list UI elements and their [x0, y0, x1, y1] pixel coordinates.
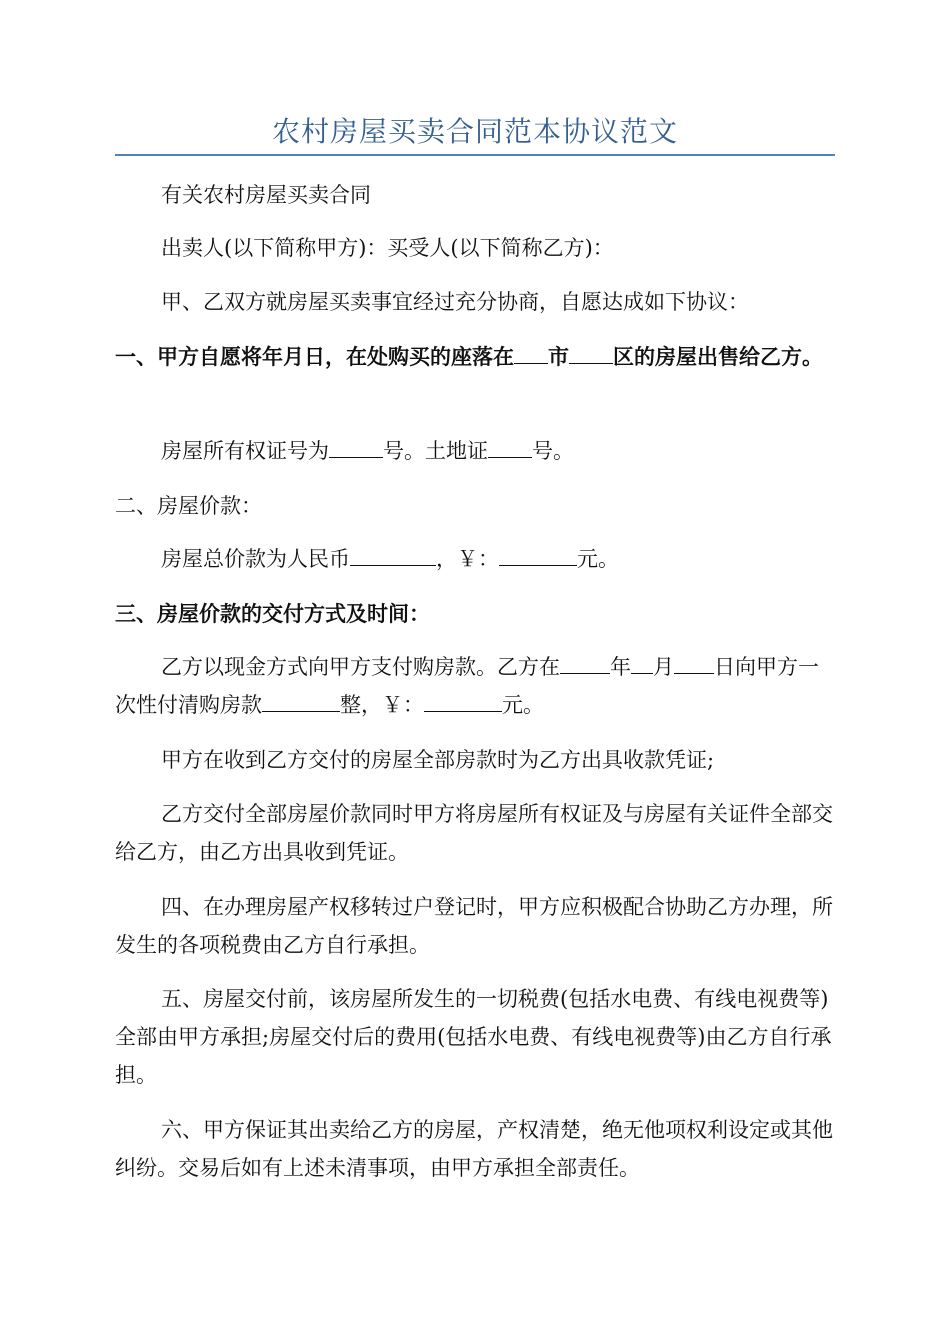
certificates-text-b: 号。土地证	[383, 439, 488, 463]
clause-1-text-c: 区的房屋出售给乙方。	[613, 344, 823, 369]
paragraph-clause-4: 四、在办理房屋产权移转过户登记时，甲方应积极配合协助乙方办理，所发生的各项税费由乙方自行承担。	[115, 895, 833, 957]
blank-payment-words	[262, 690, 340, 712]
paragraph-clause-5: 五、房屋交付前，该房屋所发生的一切税费(包括水电费、有线电视费等)全部由甲方承担;房屋交付后的费用(包括水电费、有线电视费等)由乙方自行承担。	[115, 987, 832, 1087]
paragraph-clause-1	[115, 338, 835, 376]
payment-text-f: 元。	[502, 693, 544, 717]
document-title: 农村房屋买卖合同范本协议范文	[271, 115, 678, 148]
clause-1-text-a: 一、甲方自愿将年月日，在处购买的座落在	[115, 344, 514, 369]
price-text-c: 元。	[577, 547, 619, 571]
blank-land-cert	[488, 436, 532, 458]
paragraph-subtitle: 有关农村房屋买卖合同	[161, 183, 371, 207]
paragraph-parties: 出卖人(以下简称甲方)：买受人(以下简称乙方)：	[161, 236, 614, 260]
blank-day	[674, 652, 714, 674]
title-underline	[115, 154, 835, 156]
blank-district	[569, 342, 613, 364]
paragraph-certificates	[115, 432, 835, 470]
paragraph-receipt: 甲方在收到乙方交付的房屋全部房款时为乙方出具收款凭证;	[161, 748, 715, 772]
blank-price-amount	[499, 544, 577, 566]
blank-city	[514, 342, 548, 364]
blank-year	[560, 652, 610, 674]
blank-price-words	[350, 544, 436, 566]
certificates-text-c: 号。	[532, 439, 574, 463]
payment-text-d: 日向甲方一次性付清购房款	[115, 655, 819, 717]
certificates-text-a: 房屋所有权证号为	[161, 439, 329, 463]
payment-text-c: 月	[653, 655, 674, 679]
paragraph-clause-2: 二、房屋价款：	[115, 494, 262, 518]
payment-text-e: 整，￥：	[340, 693, 424, 717]
paragraph-clause-6: 六、甲方保证其出卖给乙方的房屋，产权清楚，绝无他项权利设定或其他纠纷。交易后如有上述未清事项，由甲方承担全部责任。	[115, 1118, 833, 1180]
paragraph-payment	[115, 648, 835, 724]
price-text-b: ，￥：	[436, 547, 499, 571]
blank-payment-amount	[424, 690, 502, 712]
paragraph-handover: 乙方交付全部房屋价款同时甲方将房屋所有权证及与房屋有关证件全部交给乙方，由乙方出具收到凭证。	[115, 802, 833, 864]
clause-1-text-b: 市	[548, 344, 569, 369]
paragraph-agreement-intro: 甲、乙双方就房屋买卖事宜经过充分协商，自愿达成如下协议：	[161, 290, 749, 314]
payment-text-a: 乙方以现金方式向甲方支付购房款。乙方在	[161, 655, 560, 679]
paragraph-price	[115, 540, 835, 578]
payment-text-b: 年	[610, 655, 631, 679]
price-text-a: 房屋总价款为人民币	[161, 547, 350, 571]
blank-property-cert	[329, 436, 383, 458]
blank-month	[631, 652, 653, 674]
paragraph-clause-3: 三、房屋价款的交付方式及时间：	[115, 601, 430, 626]
